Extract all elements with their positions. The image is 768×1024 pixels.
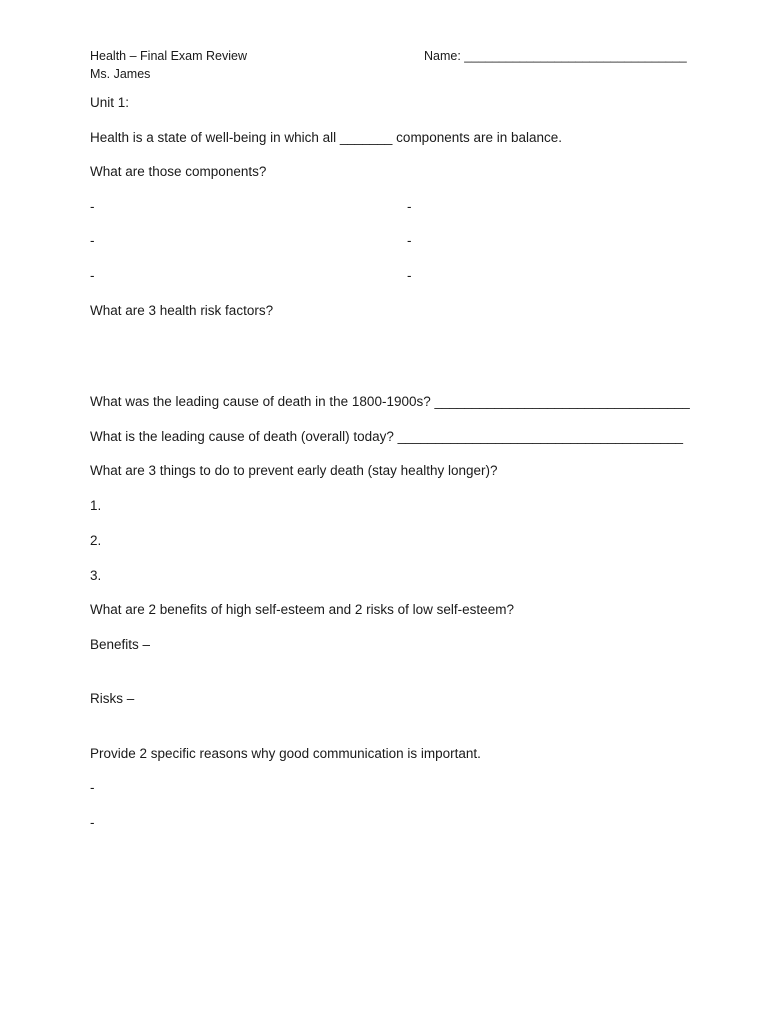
communication-bullet: - xyxy=(90,815,95,830)
question-risk-factors: What are 3 health risk factors? xyxy=(90,303,274,318)
component-bullet-right: - xyxy=(407,233,412,248)
question-prevent-early-death: What are 3 things to do to prevent early death (stay healthy longer)? xyxy=(90,463,498,478)
prevent-list-item: 2. xyxy=(90,533,102,548)
question-components: What are those components? xyxy=(90,164,267,179)
prevent-list-item: 1. xyxy=(90,498,102,513)
component-bullet-right: - xyxy=(407,199,412,214)
risks-label: Risks – xyxy=(90,691,135,706)
question-health-definition: Health is a state of well-being in which all _______ components are in balance. xyxy=(90,130,563,145)
component-bullet-left: - xyxy=(90,199,95,214)
unit-label: Unit 1: xyxy=(90,95,130,110)
communication-bullet: - xyxy=(90,780,95,795)
question-communication: Provide 2 specific reasons why good communication is important. xyxy=(90,746,481,761)
component-bullet-left: - xyxy=(90,233,95,248)
prevent-list-item: 3. xyxy=(90,568,102,583)
worksheet-title: Health – Final Exam Review xyxy=(90,49,248,63)
teacher-name: Ms. James xyxy=(90,67,151,81)
question-leading-cause-past: What was the leading cause of death in the 1800-1900s? __________________________________ xyxy=(90,394,690,409)
question-leading-cause-today: What is the leading cause of death (overall) today? ______________________________________ xyxy=(90,429,683,444)
component-bullet-left: - xyxy=(90,268,95,283)
name-field: Name: ________________________________ xyxy=(424,49,687,63)
component-bullet-right: - xyxy=(407,268,412,283)
benefits-label: Benefits – xyxy=(90,637,151,652)
question-self-esteem: What are 2 benefits of high self-esteem and 2 risks of low self-esteem? xyxy=(90,602,514,617)
